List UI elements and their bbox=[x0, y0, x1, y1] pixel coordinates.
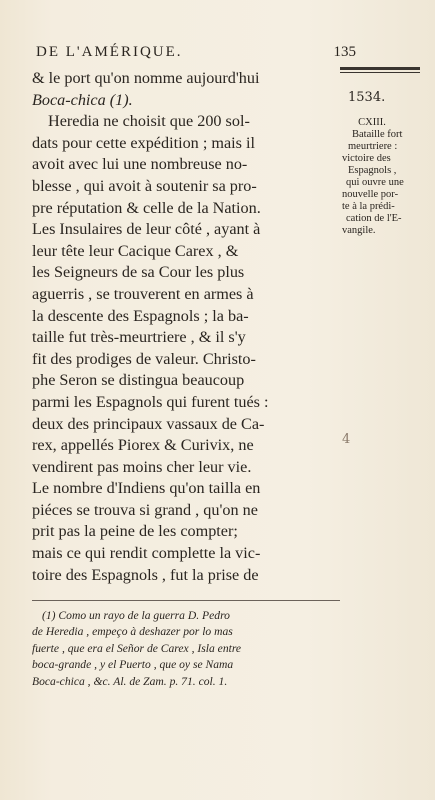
page-number: 135 bbox=[333, 44, 356, 60]
header-title: DE L'AMÉRIQUE. bbox=[36, 44, 183, 60]
body-line: Heredia ne choisit que 200 sol- bbox=[48, 112, 250, 131]
footnote-line: fuerte , que era el Señor de Carex , Isla entre bbox=[32, 641, 242, 655]
body-line: parmi les Espagnols qui furent tués : bbox=[32, 392, 269, 411]
body-text bbox=[32, 68, 332, 586]
margin-note-line: Espagnols , bbox=[348, 165, 397, 176]
running-header bbox=[36, 44, 356, 61]
body-line: Boca-chica (1). bbox=[32, 90, 133, 109]
body-line: Les Insulaires de leur côté , ayant à bbox=[32, 220, 261, 239]
body-line: aguerris , se trouverent en armes à bbox=[32, 284, 254, 303]
body-line: fit des prodiges de valeur. Christo- bbox=[32, 349, 256, 368]
body-line: dats pour cette expédition ; mais il bbox=[32, 133, 255, 152]
body-line: toire des Espagnols , fut la prise de bbox=[32, 565, 259, 584]
body-line: piéces se trouva si grand , qu'on ne bbox=[32, 500, 258, 519]
body-line: taille fut très-meurtriere , & il s'y bbox=[32, 328, 246, 347]
footnote-line: Boca-chica , &c. Al. de Zam. p. 71. col. 1. bbox=[32, 674, 228, 688]
margin-note-line: te à la prédi- bbox=[342, 201, 395, 212]
body-line: leur tête leur Cacique Carex , & bbox=[32, 241, 239, 260]
margin-note bbox=[342, 117, 428, 237]
body-line: mais ce qui rendit complette la vic- bbox=[32, 544, 261, 563]
body-line: la descente des Espagnols ; la ba- bbox=[32, 306, 249, 325]
body-line: les Seigneurs de sa Cour les plus bbox=[32, 263, 245, 282]
footnote-line: boca-grande , y el Puerto , que oy se Nama bbox=[32, 658, 234, 672]
margin-note-line: CXIII. bbox=[358, 117, 386, 128]
margin-note-line: cation de l'E- bbox=[346, 213, 402, 224]
margin-note-line: Bataille fort bbox=[352, 129, 403, 140]
margin-rule-thin bbox=[340, 72, 420, 73]
footnote-line: (1) Como un rayo de la guerra D. Pedro bbox=[42, 609, 230, 622]
body-line: pre réputation & celle de la Nation. bbox=[32, 198, 261, 217]
margin-note-line: nouvelle por- bbox=[342, 189, 399, 200]
body-line: rex, appellés Piorex & Curivix, ne bbox=[32, 436, 254, 455]
handwritten-mark: 4 bbox=[342, 432, 351, 447]
margin-rule-thick bbox=[340, 67, 420, 70]
footnote bbox=[32, 608, 342, 690]
margin-note-line: victoire des bbox=[342, 153, 391, 164]
body-line: prit pas la peine de les compter; bbox=[32, 522, 238, 541]
margin-year: 1534. bbox=[348, 90, 386, 105]
body-line: Le nombre d'Indiens qu'on tailla en bbox=[32, 479, 261, 498]
body-line: deux des principaux vassaux de Ca- bbox=[32, 414, 265, 433]
body-line: phe Seron se distingua beaucoup bbox=[32, 371, 245, 390]
margin-note-line: vangile. bbox=[342, 225, 376, 236]
body-line: blesse , qui avoit à soutenir sa pro- bbox=[32, 176, 257, 195]
body-line: & le port qu'on nomme aujourd'hui bbox=[32, 69, 260, 87]
footnote-line: de Heredia , empeço à deshazer por lo mas bbox=[32, 625, 233, 639]
margin-note-line: meurtriere : bbox=[348, 141, 398, 152]
body-line: avoit avec lui une nombreuse no- bbox=[32, 155, 248, 174]
footnote-rule bbox=[32, 600, 340, 601]
margin-note-line: qui ouvre une bbox=[346, 177, 404, 188]
body-line: vendirent pas moins cher leur vie. bbox=[32, 457, 252, 476]
